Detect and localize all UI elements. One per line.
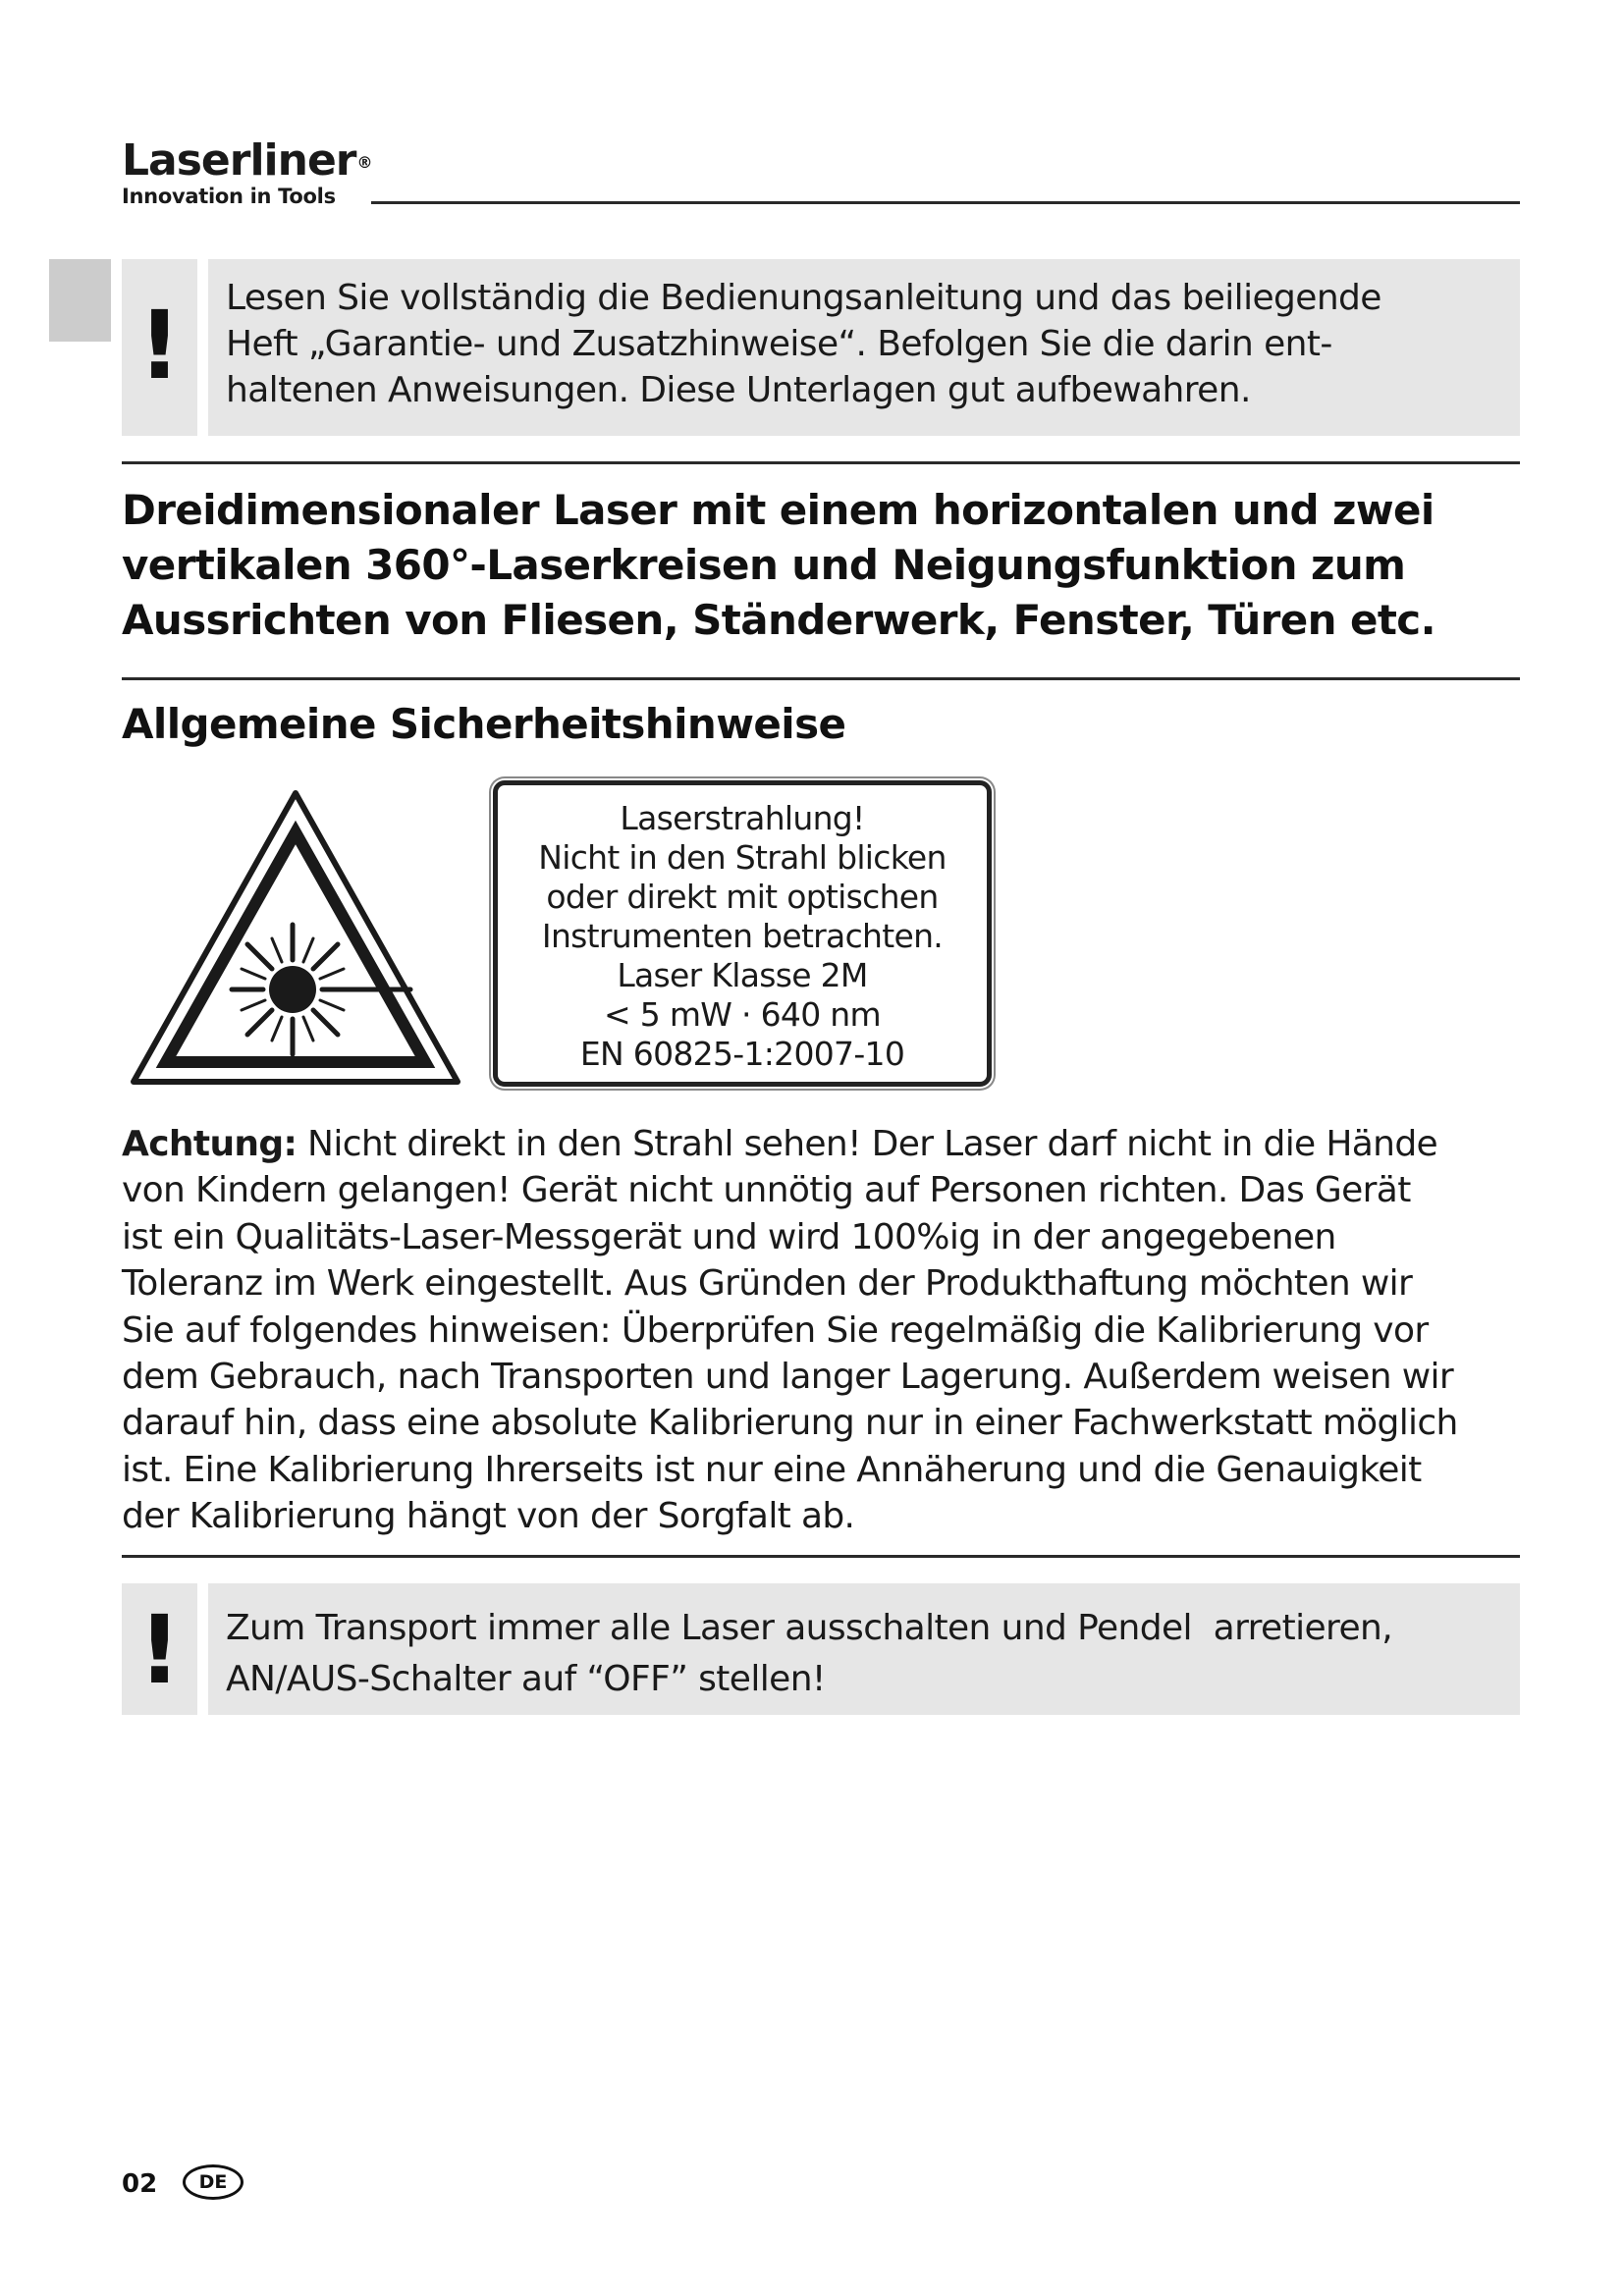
registered-mark: ® [356,153,372,172]
divider [122,1555,1520,1558]
laser-warning-triangle-icon [126,785,465,1094]
attention-line: ist. Eine Kalibrierung Ihrerseits ist nur eine Annäherung und die Genauigkeit [122,1449,1422,1490]
attention-line [122,1121,1536,1167]
attention-line: Toleranz im Werk eingestellt. Aus Gründen der Produkthaftung möchten wir [122,1263,1413,1305]
brand-tagline: Innovation in Tools [122,185,336,208]
header-rule [371,201,1520,204]
notice-top-line: Heft „Garantie- und Zusatzhinweise“. Befolgen Sie die darin ent- [226,324,1332,364]
notice-top-mark-box [122,259,197,436]
exclamation-icon: ! [137,291,182,400]
notice-bottom-text [208,1583,1520,1705]
notice-top-line: haltenen Anweisungen. Diese Unterlagen gut aufbewahren. [226,370,1251,410]
notice-bottom-mark-box [122,1583,197,1715]
language-badge: DE [183,2164,244,2200]
notice-top [208,259,1520,436]
exclamation-icon: ! [137,1595,182,1705]
product-heading-line: Aussrichten von Fliesen, Ständerwerk, Fenster, Türen etc. [122,596,1435,644]
notice-bottom-line: AN/AUS-Schalter auf “OFF” stellen! [226,1659,826,1699]
attention-line: dem Gebrauch, nach Transporten und langer Lagerung. Außerdem weisen wir [122,1357,1453,1398]
laser-warning-label [493,780,992,1087]
divider [122,461,1520,464]
warning-label-line: Laserstrahlung! [620,799,865,837]
attention-first-line: Nicht direkt in den Strahl sehen! Der Laser darf nicht in die Hände [297,1124,1438,1164]
warning-label-line: Laser Klasse 2M [617,956,868,994]
attention-line: ist ein Qualitäts-Laser-Messgerät und wird 100%ig in der angegebenen [122,1216,1336,1257]
brand-logo [122,137,372,208]
section-heading: Allgemeine Sicherheitshinweise [122,700,846,748]
attention-paragraph [122,1121,1536,1540]
attention-line: von Kindern gelangen! Gerät nicht unnötig auf Personen richten. Das Gerät [122,1170,1411,1211]
brand-wordmark: Laserliner [122,135,356,186]
notice-top-line: Lesen Sie vollständig die Bedienungsanleitung und das beiliegende [226,278,1381,318]
warning-label-line: oder direkt mit optischen [546,878,939,916]
notice-bottom-line: Zum Transport immer alle Laser ausschalten und Pendel arretieren, [226,1608,1393,1648]
attention-line: Sie auf folgendes hinweisen: Überprüfen Sie regelmäßig die Kalibrierung vor [122,1309,1429,1351]
product-heading-line: vertikalen 360°-Laserkreisen und Neigungsfunktion zum [122,541,1406,589]
warning-label-line: Nicht in den Strahl blicken [538,838,947,877]
product-heading [122,483,1520,648]
chapter-tab [49,259,111,342]
brand-name [122,137,372,185]
product-heading-line: Dreidimensionaler Laser mit einem horizontalen und zwei [122,486,1435,534]
attention-label: Achtung: [122,1124,298,1164]
notice-bottom [208,1583,1520,1715]
notice-top-text [208,259,1520,413]
attention-line: darauf hin, dass eine absolute Kalibrierung nur in einer Fachwerkstatt möglich [122,1403,1458,1444]
attention-line: der Kalibrierung hängt von der Sorgfalt ab. [122,1496,855,1537]
divider [122,677,1520,680]
warning-label-line: Instrumenten betrachten. [541,917,944,955]
warning-label-line: < 5 mW · 640 nm [604,995,881,1034]
page-number: 02 [122,2169,158,2199]
warning-label-line: EN 60825-1:2007-10 [579,1035,905,1073]
